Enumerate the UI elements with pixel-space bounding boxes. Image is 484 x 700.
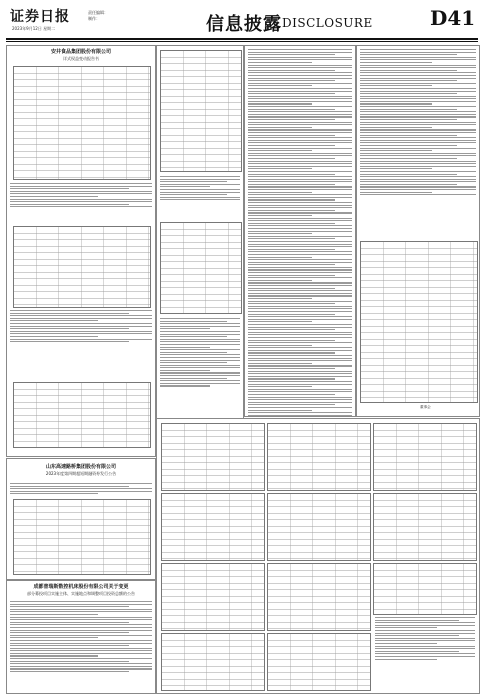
financial-tables-block (156, 418, 480, 694)
section-title: 信息披露 (206, 14, 282, 35)
page-number: D41 (430, 6, 476, 30)
editor-line: 责任编辑： (88, 10, 108, 15)
article-title-3: 成都普瑞斯数控机床股份有限公司关于变更 (33, 584, 129, 590)
fin-table-11 (373, 563, 477, 615)
fin-table-3 (161, 563, 265, 631)
fin-table-2 (161, 493, 265, 561)
article-title-2: 山东高速路桥集团股份有限公司 (45, 464, 116, 470)
fin-table-5 (267, 423, 371, 491)
article-body-9 (375, 617, 475, 661)
article-body-5 (248, 49, 352, 417)
article-body (10, 183, 152, 209)
side-table (360, 241, 478, 403)
holding-table (13, 226, 151, 308)
fin-table-7 (267, 563, 371, 631)
date-line: 2023年9月12日 星期二 (12, 26, 56, 31)
summary-table (160, 222, 242, 314)
article-block-1-cont (156, 45, 244, 457)
article-block-3 (6, 580, 156, 694)
article-body-7 (10, 483, 152, 496)
masthead-rule (6, 38, 478, 40)
board-signature: 董事会 (420, 405, 431, 409)
article-subtitle: 详式权益变动报告书 (63, 56, 99, 61)
article-block-text-b (356, 45, 480, 417)
article-body-4 (160, 318, 240, 388)
fin-table-10 (373, 493, 477, 561)
fin-table-9 (373, 423, 477, 491)
contact-line: 制作： (88, 16, 100, 21)
fin-table-1 (161, 423, 265, 491)
article-body-8 (10, 601, 152, 674)
issuance-table (13, 499, 151, 575)
article-subtitle-2: 2023年度第四期超短期融资券发行公告 (45, 471, 117, 476)
article-title: 安井食品集团股份有限公司 (50, 49, 111, 55)
article-block-1 (6, 45, 156, 457)
masthead-rule-thin (6, 41, 478, 42)
section-english-title: DISCLOSURE (282, 16, 373, 30)
newspaper-logo: 证券日报 (10, 9, 70, 25)
article-body-2 (10, 310, 152, 344)
detail-table (160, 50, 242, 172)
fin-table-8 (267, 633, 371, 691)
article-body-6 (360, 49, 476, 197)
article-body-3 (160, 176, 240, 202)
fin-table-4 (161, 633, 265, 691)
article-block-text-a (244, 45, 356, 417)
info-table (13, 66, 151, 180)
change-table (13, 382, 151, 448)
article-subtitle-3: 部分募投项目实施主体、实施地点和调整项目投资总额的公告 (27, 591, 135, 596)
article-block-2 (6, 458, 156, 580)
fin-table-6 (267, 493, 371, 561)
